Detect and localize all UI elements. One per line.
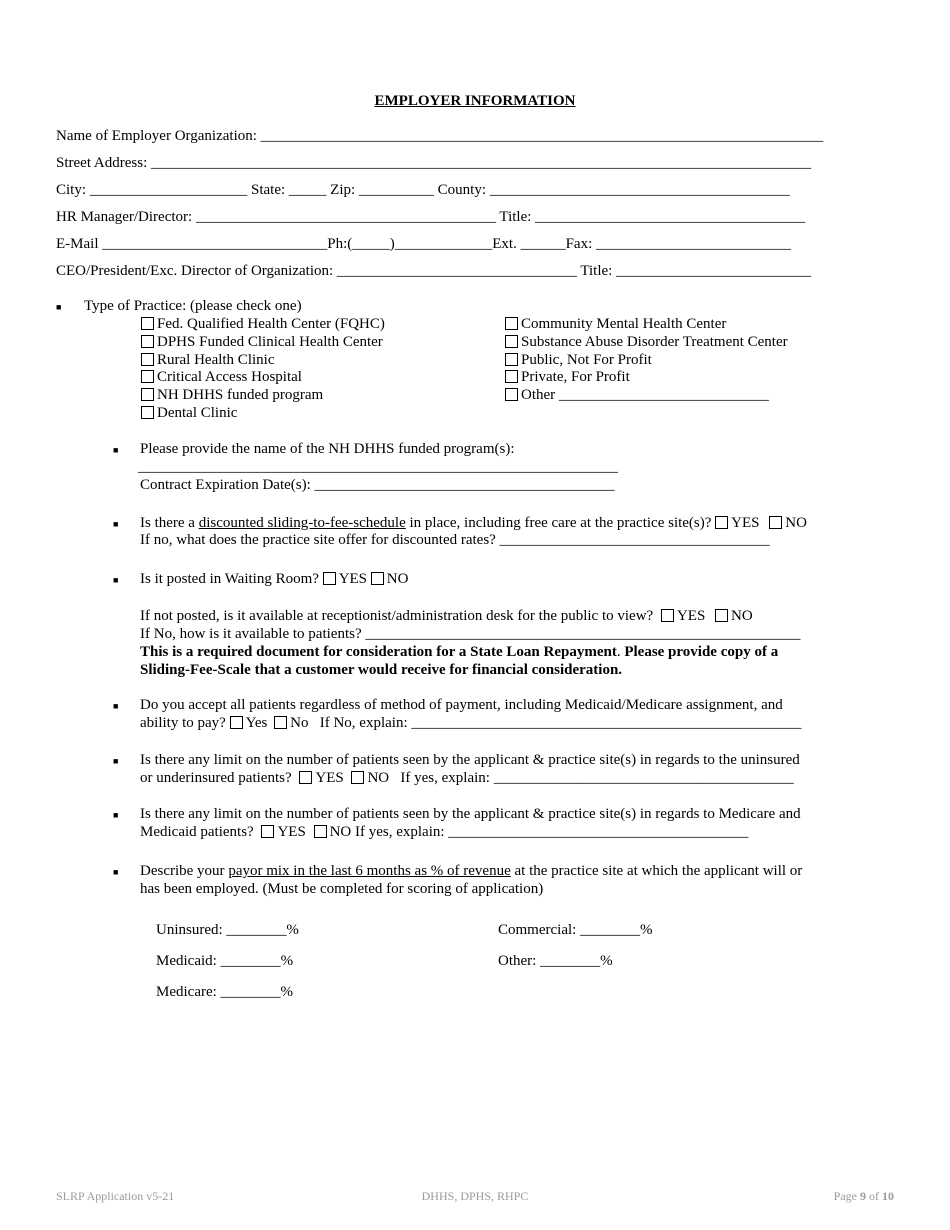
posted-no-checkbox[interactable] xyxy=(371,572,384,585)
uninsured-percent-field[interactable]: Uninsured: ________% xyxy=(156,922,299,938)
checkbox[interactable] xyxy=(505,388,518,401)
limit-medicare-question: Is there any limit on the number of patients seen by the applicant & practice site(s) in regards to Medicare and xyxy=(140,806,801,822)
limit-medicare-yes-checkbox[interactable] xyxy=(261,825,274,838)
limit-medicare-no-checkbox[interactable] xyxy=(314,825,327,838)
posted-question: Is it posted in Waiting Room? YES NO xyxy=(140,571,409,587)
sliding-fee-no-checkbox[interactable] xyxy=(769,516,782,529)
practice-option-critical-access[interactable]: Critical Access Hospital xyxy=(141,368,302,386)
practice-option-private-profit[interactable]: Private, For Profit xyxy=(505,368,630,386)
accept-explain-field[interactable]: If No, explain: ____________________________________________________ xyxy=(319,715,802,731)
bullet: ■ xyxy=(113,575,119,585)
checkbox[interactable] xyxy=(505,353,518,366)
city-state-zip-county-field[interactable]: City: _____________________ State: _____ Zip: __________ County: ________________________________________ xyxy=(56,182,790,198)
bullet: ■ xyxy=(113,701,119,711)
required-document-note-2: Sliding-Fee-Scale that a customer would receive for financial consideration. xyxy=(140,662,623,678)
checkbox[interactable] xyxy=(141,406,154,419)
other-percent-field[interactable]: Other: ________% xyxy=(498,953,613,969)
checkbox[interactable] xyxy=(505,370,518,383)
required-document-note: This is a required document for consideration for a State Loan Repayment. Please provide copy of a xyxy=(140,644,779,660)
street-address-field[interactable]: Street Address: ________________________________________________________________________________________ xyxy=(56,155,811,171)
accept-yes-checkbox[interactable] xyxy=(230,716,243,729)
checkbox[interactable] xyxy=(141,335,154,348)
checkbox[interactable] xyxy=(141,370,154,383)
practice-option-rural[interactable]: Rural Health Clinic xyxy=(141,351,274,369)
footer-version: SLRP Application v5-21 xyxy=(56,1189,175,1203)
practice-option-other[interactable]: Other ____________________________ xyxy=(505,386,769,404)
practice-option-dphs[interactable]: DPHS Funded Clinical Health Center xyxy=(141,333,383,351)
available-at-desk-question: If not posted, is it available at receptionist/administration desk for the public to view? YES NO xyxy=(140,608,753,624)
payor-mix-question: Describe your payor mix in the last 6 months as % of revenue at the practice site at which the applicant will or xyxy=(140,863,803,879)
limit-uninsured-answer: or underinsured patients? YES NO If yes, explain: ________________________________________ xyxy=(140,770,794,786)
practice-option-dental[interactable]: Dental Clinic xyxy=(141,404,237,422)
program-name-field[interactable]: ________________________________________________________________ xyxy=(138,459,618,475)
payor-mix-note: has been employed. (Must be completed for scoring of application) xyxy=(140,881,544,897)
bullet: ■ xyxy=(113,519,119,529)
limit-uninsured-yes-checkbox[interactable] xyxy=(299,771,312,784)
practice-option-nh-dhhs[interactable]: NH DHHS funded program xyxy=(141,386,323,404)
medicare-percent-field[interactable]: Medicare: ________% xyxy=(156,984,294,1000)
contract-expiration-field[interactable]: Contract Expiration Date(s): ________________________________________ xyxy=(140,477,615,493)
email-phone-fax-field[interactable]: E-Mail ______________________________Ph:(_____)_____________Ext. ______Fax: __________________________ xyxy=(56,236,791,252)
bullet: ■ xyxy=(113,445,119,455)
limit-uninsured-no-checkbox[interactable] xyxy=(351,771,364,784)
accept-patients-answer: ability to pay? Yes No If No, explain: ____________________________________________________ xyxy=(140,715,802,731)
footer-page-number: Page 9 of 10 xyxy=(833,1189,894,1203)
employer-org-field[interactable]: Name of Employer Organization: ___________________________________________________________________________ xyxy=(56,128,824,144)
checkbox[interactable] xyxy=(141,353,154,366)
commercial-percent-field[interactable]: Commercial: ________% xyxy=(498,922,653,938)
bullet: ■ xyxy=(113,756,119,766)
program-name-label: Please provide the name of the NH DHHS funded program(s): xyxy=(140,441,515,457)
checkbox[interactable] xyxy=(505,335,518,348)
medicaid-percent-field[interactable]: Medicaid: ________% xyxy=(156,953,294,969)
bullet: ■ xyxy=(113,810,119,820)
sliding-fee-question: Is there a discounted sliding-to-fee-schedule in place, including free care at the practice site(s)? YES NO xyxy=(140,515,807,531)
checkbox[interactable] xyxy=(141,317,154,330)
posted-yes-checkbox[interactable] xyxy=(323,572,336,585)
discounted-rates-field[interactable]: If no, what does the practice site offer for discounted rates? ____________________________________ xyxy=(140,532,770,548)
limit-uninsured-explain-field[interactable]: If yes, explain: ________________________________________ xyxy=(400,770,794,786)
how-available-field[interactable]: If No, how is it available to patients? __________________________________________________________ xyxy=(140,626,801,642)
practice-option-fqhc[interactable]: Fed. Qualified Health Center (FQHC) xyxy=(141,315,385,333)
practice-type-label: Type of Practice: (please check one) xyxy=(84,298,302,314)
practice-option-cmhc[interactable]: Community Mental Health Center xyxy=(505,315,726,333)
practice-option-substance-abuse[interactable]: Substance Abuse Disorder Treatment Center xyxy=(505,333,788,351)
accept-no-checkbox[interactable] xyxy=(274,716,287,729)
available-yes-checkbox[interactable] xyxy=(661,609,674,622)
footer-department: DHHS, DPHS, RHPC xyxy=(421,1189,529,1203)
ceo-field[interactable]: CEO/President/Exc. Director of Organization: ________________________________ Title: __________________________ xyxy=(56,263,812,279)
sliding-fee-yes-checkbox[interactable] xyxy=(715,516,728,529)
limit-medicare-explain-field[interactable]: NO If yes, explain: ________________________________________ xyxy=(329,824,749,840)
accept-patients-question: Do you accept all patients regardless of method of payment, including Medicaid/Medicare assignment, and xyxy=(140,697,783,713)
available-no-checkbox[interactable] xyxy=(715,609,728,622)
checkbox[interactable] xyxy=(505,317,518,330)
limit-uninsured-question: Is there any limit on the number of patients seen by the applicant & practice site(s) in regards to the uninsured xyxy=(140,752,800,768)
hr-manager-field[interactable]: HR Manager/Director: ________________________________________ Title: ____________________________________ xyxy=(56,209,806,225)
bullet: ■ xyxy=(113,867,119,877)
limit-medicare-answer: Medicaid patients? YES NO If yes, explain: ________________________________________ xyxy=(140,824,749,840)
bullet: ■ xyxy=(56,302,62,312)
page-title: EMPLOYER INFORMATION xyxy=(374,93,576,109)
practice-option-public-nonprofit[interactable]: Public, Not For Profit xyxy=(505,351,652,369)
checkbox[interactable] xyxy=(141,388,154,401)
